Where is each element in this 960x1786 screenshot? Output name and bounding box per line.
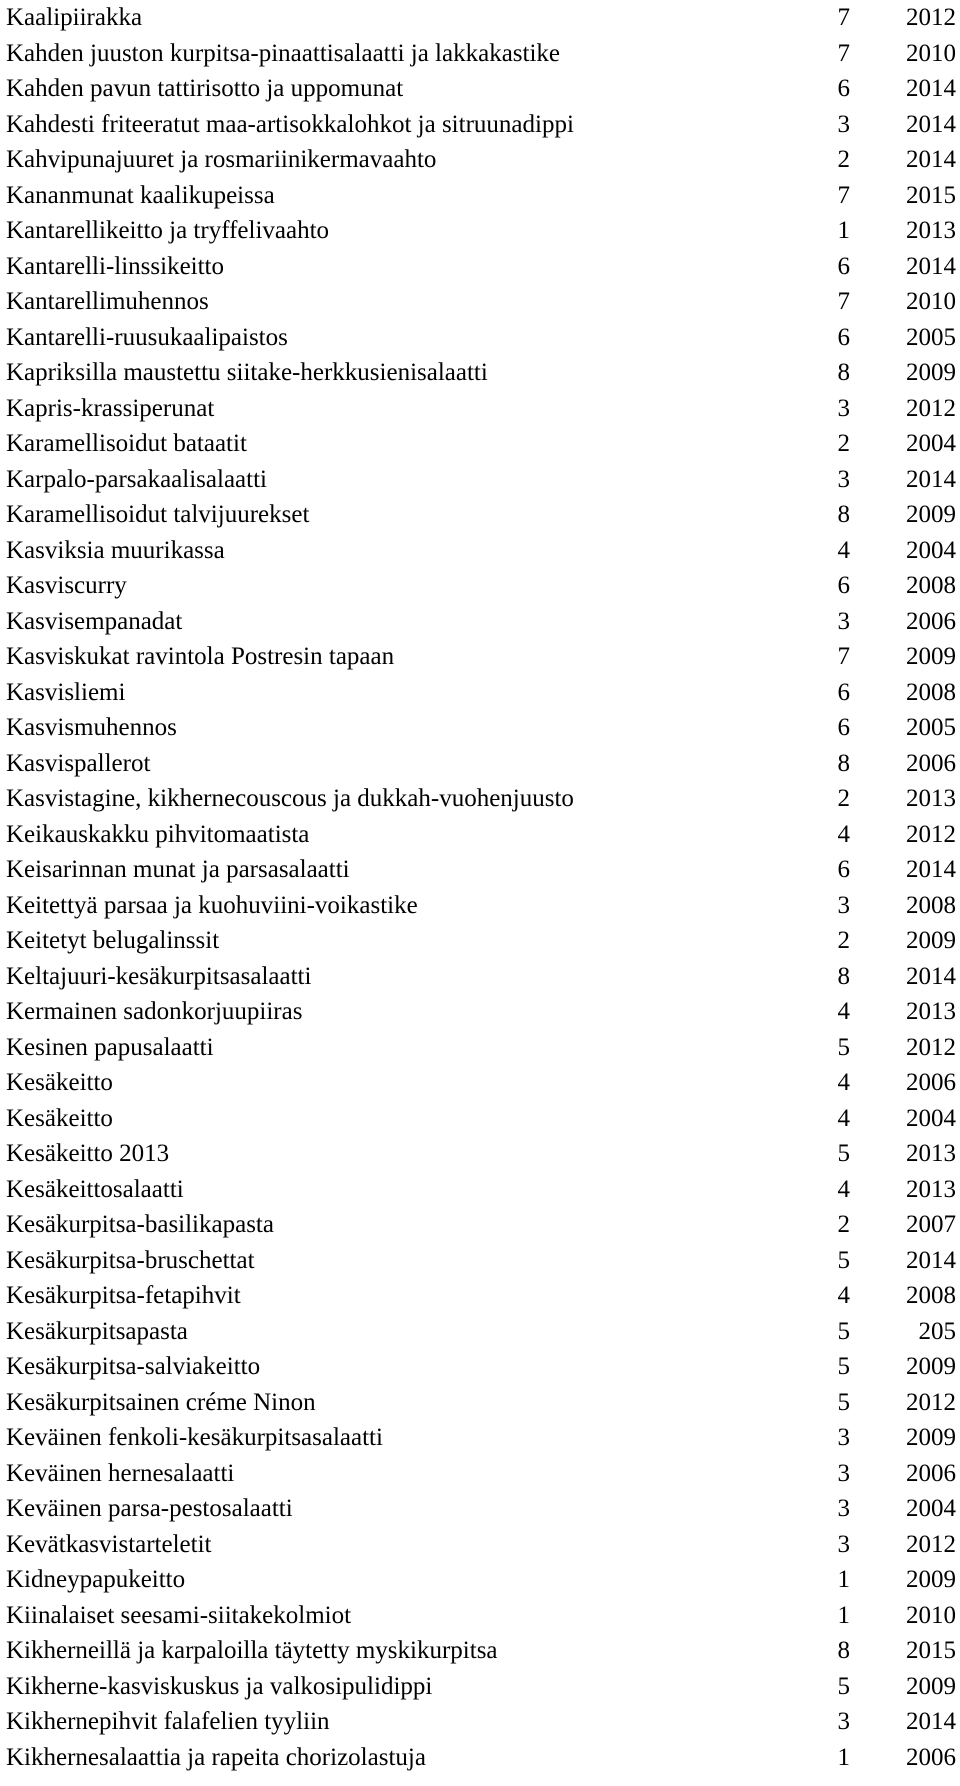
list-item <box>6 143 956 179</box>
recipe-number: 3 <box>837 394 850 422</box>
recipe-year: 2005 <box>906 714 956 741</box>
list-item <box>6 214 956 250</box>
recipe-year: 2006 <box>906 1069 956 1096</box>
list-item <box>6 1741 956 1777</box>
recipe-year: 2014 <box>906 252 956 280</box>
recipe-year: 2012 <box>906 4 956 31</box>
recipe-number: 7 <box>837 181 850 209</box>
list-item <box>6 356 956 392</box>
recipe-number: 5 <box>837 1353 850 1380</box>
recipe-number: 5 <box>837 1388 850 1416</box>
list-item <box>6 72 956 108</box>
recipe-year: 2014 <box>906 962 956 990</box>
recipe-name: Kesäkurpitsa-basilikapasta <box>6 1211 274 1238</box>
recipe-year: 2005 <box>906 323 956 351</box>
recipe-name: Kesäkurpitsainen créme Ninon <box>6 1388 316 1416</box>
recipe-number: 6 <box>837 75 850 102</box>
recipe-number: 6 <box>837 856 850 883</box>
recipe-year: 2013 <box>906 217 956 244</box>
recipe-name: Kantarellimuhennos <box>6 288 209 315</box>
recipe-number: 5 <box>837 1140 850 1167</box>
list-item <box>6 1173 956 1209</box>
list-item <box>6 1634 956 1670</box>
recipe-number: 1 <box>837 1601 850 1629</box>
recipe-number: 7 <box>837 643 850 670</box>
list-item <box>6 463 956 499</box>
recipe-name: Kesäkurpitsa-salviakeitto <box>6 1353 261 1380</box>
recipe-number: 3 <box>837 110 850 138</box>
recipe-name: Kiinalaiset seesami-siitakekolmiot <box>6 1601 352 1629</box>
list-item <box>6 782 956 818</box>
list-item <box>6 747 956 783</box>
recipe-number: 7 <box>837 288 850 315</box>
list-item <box>6 1031 956 1067</box>
recipe-year: 2008 <box>906 1282 956 1309</box>
recipe-number: 7 <box>837 39 850 67</box>
recipe-number: 7 <box>837 4 850 31</box>
list-item <box>6 1279 956 1315</box>
recipe-name: Kapris-krassiperunat <box>6 394 215 422</box>
recipe-name: Kasvisempanadat <box>6 607 183 635</box>
recipe-name: Kesäkeitto <box>6 1104 113 1132</box>
recipe-number: 3 <box>837 1424 850 1451</box>
recipe-name: Keitetyt belugalinssit <box>6 927 220 954</box>
recipe-name: Kesäkurpitsapasta <box>6 1317 188 1345</box>
recipe-number: 5 <box>837 1317 850 1345</box>
recipe-year: 2014 <box>906 1708 956 1735</box>
list-item <box>6 569 956 605</box>
recipe-year: 2013 <box>906 1140 956 1167</box>
recipe-number: 6 <box>837 252 850 280</box>
recipe-name: Kesäkurpitsa-bruschettat <box>6 1246 255 1274</box>
list-item <box>6 1102 956 1138</box>
recipe-number: 4 <box>837 1104 850 1132</box>
recipe-year: 2012 <box>906 394 956 422</box>
list-item <box>6 498 956 534</box>
recipe-name: Kikherne-kasviskuskus ja valkosipulidippi <box>6 1672 433 1700</box>
recipe-name: Kasvismuhennos <box>6 714 177 741</box>
recipe-name: Kantarelli-linssikeitto <box>6 252 225 280</box>
recipe-number: 1 <box>837 217 850 244</box>
recipe-name: Keväinen parsa-pestosalaatti <box>6 1495 293 1522</box>
recipe-year: 2015 <box>906 1637 956 1664</box>
recipe-name: Kikhernesalaattia ja rapeita chorizolastuja <box>6 1743 426 1771</box>
recipe-year: 2010 <box>906 39 956 67</box>
list-item <box>6 534 956 570</box>
recipe-year: 205 <box>918 1317 956 1345</box>
list-item <box>6 1244 956 1280</box>
recipe-name: Kananmunat kaalikupeissa <box>6 181 275 209</box>
list-item <box>6 853 956 889</box>
recipe-year: 2008 <box>906 572 956 599</box>
list-item <box>6 1386 956 1422</box>
recipe-year: 2014 <box>906 856 956 883</box>
recipe-number: 4 <box>837 1175 850 1203</box>
recipe-number: 2 <box>837 785 850 812</box>
list-item <box>6 1315 956 1351</box>
recipe-number: 6 <box>837 678 850 706</box>
recipe-year: 2012 <box>906 1530 956 1558</box>
recipe-number: 2 <box>837 146 850 173</box>
list-item <box>6 1137 956 1173</box>
recipe-year: 2013 <box>906 998 956 1025</box>
recipe-name: Kapriksilla maustettu siitake-herkkusienisalaatti <box>6 359 488 386</box>
list-item <box>6 1492 956 1528</box>
recipe-number: 3 <box>837 607 850 635</box>
list-item <box>6 1208 956 1244</box>
recipe-year: 2012 <box>906 1388 956 1416</box>
list-item <box>6 676 956 712</box>
recipe-year: 2010 <box>906 288 956 315</box>
list-item <box>6 1066 956 1102</box>
list-item <box>6 640 956 676</box>
recipe-name: Kasviscurry <box>6 572 127 599</box>
recipe-name: Keltajuuri-kesäkurpitsasalaatti <box>6 962 312 990</box>
recipe-number: 2 <box>837 927 850 954</box>
recipe-name: Kidneypapukeitto <box>6 1566 186 1593</box>
recipe-number: 3 <box>837 891 850 919</box>
recipe-number: 8 <box>837 962 850 990</box>
recipe-number: 5 <box>837 1246 850 1274</box>
list-item <box>6 1528 956 1564</box>
list-item <box>6 818 956 854</box>
recipe-number: 6 <box>837 323 850 351</box>
recipe-number: 4 <box>837 1282 850 1309</box>
list-item <box>6 108 956 144</box>
recipe-year: 2004 <box>906 536 956 564</box>
recipe-number: 3 <box>837 465 850 493</box>
recipe-number: 3 <box>837 1495 850 1522</box>
recipe-name: Kevätkasvistarteletit <box>6 1530 212 1558</box>
recipe-year: 2006 <box>906 1743 956 1771</box>
recipe-year: 2009 <box>906 1566 956 1593</box>
recipe-year: 2009 <box>906 643 956 670</box>
recipe-number: 2 <box>837 430 850 457</box>
recipe-name: Keikauskakku pihvitomaatista <box>6 820 310 848</box>
list-item <box>6 392 956 428</box>
recipe-year: 2013 <box>906 785 956 812</box>
recipe-name: Keväinen hernesalaatti <box>6 1459 235 1487</box>
recipe-number: 3 <box>837 1459 850 1487</box>
list-item <box>6 1705 956 1741</box>
recipe-number: 2 <box>837 1211 850 1238</box>
list-item <box>6 1599 956 1635</box>
recipe-year: 2008 <box>906 891 956 919</box>
recipe-name: Keisarinnan munat ja parsasalaatti <box>6 856 350 883</box>
recipe-year: 2006 <box>906 1459 956 1487</box>
recipe-number: 4 <box>837 536 850 564</box>
list-item <box>6 711 956 747</box>
recipe-name: Kahdesti friteeratut maa-artisokkalohkot ja sitruunadippi <box>6 110 574 138</box>
list-item <box>6 285 956 321</box>
recipe-year: 2009 <box>906 359 956 386</box>
recipe-name: Kesinen papusalaatti <box>6 1033 214 1061</box>
recipe-name: Kikherneillä ja karpaloilla täytetty myskikurpitsa <box>6 1637 498 1664</box>
recipe-year: 2012 <box>906 820 956 848</box>
recipe-number: 4 <box>837 820 850 848</box>
recipe-year: 2014 <box>906 1246 956 1274</box>
recipe-name: Kasvispallerot <box>6 749 151 777</box>
recipe-year: 2007 <box>906 1211 956 1238</box>
recipe-name: Kesäkeittosalaatti <box>6 1175 184 1203</box>
recipe-name: Kermainen sadonkorjuupiiras <box>6 998 303 1025</box>
list-item <box>6 924 956 960</box>
list-item <box>6 995 956 1031</box>
recipe-number: 5 <box>837 1033 850 1061</box>
recipe-number: 3 <box>837 1708 850 1735</box>
recipe-number: 6 <box>837 714 850 741</box>
recipe-number: 8 <box>837 359 850 386</box>
list-item <box>6 889 956 925</box>
list-item <box>6 960 956 996</box>
recipe-number: 4 <box>837 1069 850 1096</box>
recipe-name: Karamellisoidut bataatit <box>6 430 247 457</box>
recipe-name: Kahden juuston kurpitsa-pinaattisalaatti ja lakkakastike <box>6 39 561 67</box>
list-item <box>6 1350 956 1386</box>
list-item <box>6 1563 956 1599</box>
recipe-number: 8 <box>837 501 850 528</box>
recipe-name: Kesäkeitto <box>6 1069 113 1096</box>
recipe-year: 2006 <box>906 607 956 635</box>
recipe-name: Kahvipunajuuret ja rosmariinikermavaahto <box>6 146 437 173</box>
list-item <box>6 1 956 37</box>
recipe-year: 2013 <box>906 1175 956 1203</box>
recipe-year: 2004 <box>906 430 956 457</box>
list-item <box>6 179 956 215</box>
recipe-name: Keitettyä parsaa ja kuohuviini-voikastike <box>6 891 418 919</box>
recipe-name: Kahden pavun tattirisotto ja uppomunat <box>6 75 404 102</box>
recipe-name: Kasviskukat ravintola Postresin tapaan <box>6 643 395 670</box>
recipe-name: Kesäkurpitsa-fetapihvit <box>6 1282 241 1309</box>
recipe-year: 2009 <box>906 1672 956 1700</box>
list-item <box>6 1421 956 1457</box>
recipe-name: Karamellisoidut talvijuurekset <box>6 501 310 528</box>
recipe-number: 3 <box>837 1530 850 1558</box>
recipe-name: Karpalo-parsakaalisalaatti <box>6 465 267 493</box>
recipe-number: 8 <box>837 749 850 777</box>
recipe-year: 2009 <box>906 1353 956 1380</box>
recipe-name: Kesäkeitto 2013 <box>6 1140 170 1167</box>
recipe-name: Keväinen fenkoli-kesäkurpitsasalaatti <box>6 1424 383 1451</box>
list-item <box>6 1670 956 1706</box>
recipe-year: 2008 <box>906 678 956 706</box>
recipe-number: 4 <box>837 998 850 1025</box>
recipe-list <box>6 1 956 1776</box>
recipe-number: 5 <box>837 1672 850 1700</box>
recipe-year: 2010 <box>906 1601 956 1629</box>
recipe-name: Kasvisliemi <box>6 678 126 706</box>
recipe-number: 8 <box>837 1637 850 1664</box>
list-item <box>6 1457 956 1493</box>
recipe-year: 2004 <box>906 1104 956 1132</box>
recipe-year: 2009 <box>906 927 956 954</box>
list-item <box>6 37 956 73</box>
recipe-year: 2009 <box>906 501 956 528</box>
recipe-name: Kantarelli-ruusukaalipaistos <box>6 323 288 351</box>
recipe-name: Kikhernepihvit falafelien tyyliin <box>6 1708 330 1735</box>
recipe-year: 2004 <box>906 1495 956 1522</box>
recipe-year: 2015 <box>906 181 956 209</box>
recipe-number: 6 <box>837 572 850 599</box>
recipe-name: Kasvistagine, kikhernecouscous ja dukkah-vuohenjuusto <box>6 785 574 812</box>
list-item <box>6 250 956 286</box>
recipe-year: 2014 <box>906 110 956 138</box>
recipe-year: 2009 <box>906 1424 956 1451</box>
recipe-name: Kaalipiirakka <box>6 4 143 31</box>
recipe-year: 2014 <box>906 75 956 102</box>
recipe-number: 1 <box>837 1743 850 1771</box>
recipe-year: 2012 <box>906 1033 956 1061</box>
list-item <box>6 427 956 463</box>
recipe-number: 1 <box>837 1566 850 1593</box>
recipe-name: Kasviksia muurikassa <box>6 536 225 564</box>
list-item <box>6 605 956 641</box>
recipe-year: 2006 <box>906 749 956 777</box>
list-item <box>6 321 956 357</box>
recipe-name: Kantarellikeitto ja tryffelivaahto <box>6 217 330 244</box>
recipe-year: 2014 <box>906 465 956 493</box>
recipe-year: 2014 <box>906 146 956 173</box>
